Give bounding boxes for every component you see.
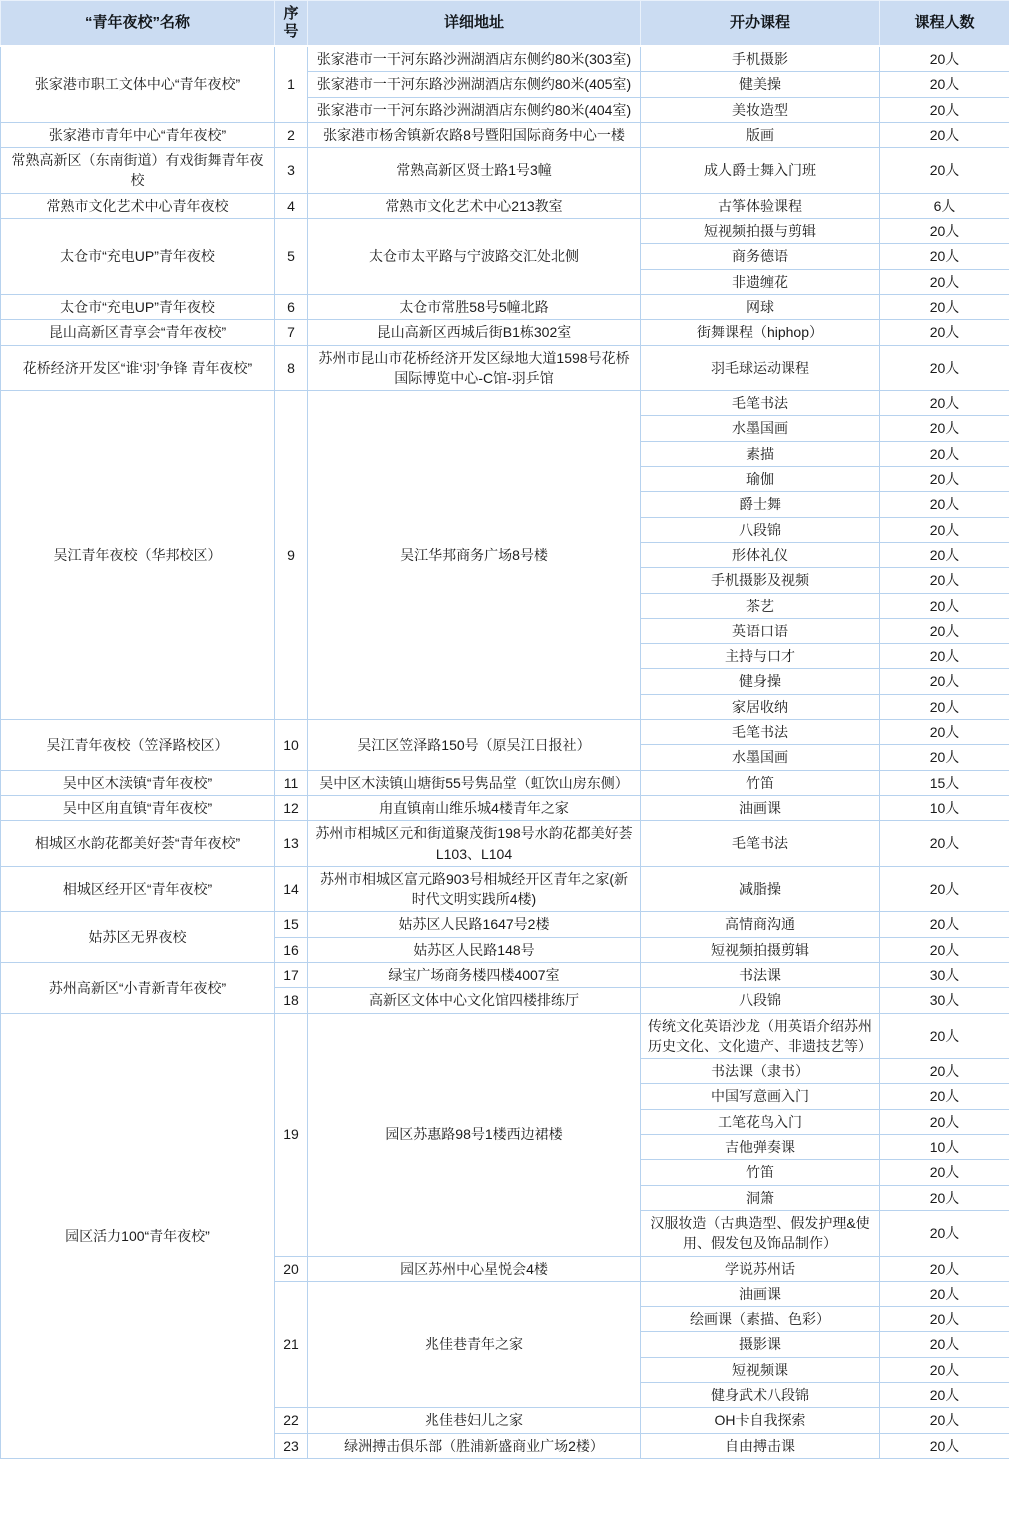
- school-name-cell: 吴江青年夜校（笠泽路校区）: [1, 720, 275, 771]
- capacity-cell: 20人: [880, 568, 1009, 593]
- table-body: [1, 46, 1009, 1458]
- table-row: [1, 219, 1009, 244]
- course-cell: 手机摄影及视频: [641, 568, 880, 593]
- table-row: [1, 866, 1009, 912]
- capacity-cell: 20人: [880, 1383, 1009, 1408]
- capacity-cell: 20人: [880, 1307, 1009, 1332]
- table-row: [1, 122, 1009, 147]
- seq-cell: 18: [275, 988, 308, 1013]
- table-row: [1, 962, 1009, 987]
- address-cell: 太仓市太平路与宁波路交汇处北侧: [308, 219, 641, 295]
- course-cell: 毛笔书法: [641, 391, 880, 416]
- capacity-cell: 20人: [880, 1408, 1009, 1433]
- address-cell: 绿洲搏击俱乐部（胜浦新盛商业广场2楼）: [308, 1433, 641, 1458]
- capacity-cell: 20人: [880, 1109, 1009, 1134]
- capacity-cell: 20人: [880, 542, 1009, 567]
- table-row: [1, 193, 1009, 218]
- capacity-cell: 20人: [880, 1332, 1009, 1357]
- course-cell: 版画: [641, 122, 880, 147]
- course-cell: 瑜伽: [641, 467, 880, 492]
- course-cell: 自由搏击课: [641, 1433, 880, 1458]
- capacity-cell: 30人: [880, 988, 1009, 1013]
- capacity-cell: 20人: [880, 821, 1009, 867]
- table-row: [1, 912, 1009, 937]
- course-cell: 汉服妆造（古典造型、假发护理&使用、假发包及饰品制作）: [641, 1210, 880, 1256]
- school-name-cell: 常熟市文化艺术中心青年夜校: [1, 193, 275, 218]
- school-name-cell: 昆山高新区青享会“青年夜校”: [1, 320, 275, 345]
- capacity-cell: 20人: [880, 1210, 1009, 1256]
- course-cell: 水墨国画: [641, 416, 880, 441]
- course-cell: 传统文化英语沙龙（用英语介绍苏州历史文化、文化遗产、非遗技艺等）: [641, 1013, 880, 1059]
- seq-cell: 10: [275, 720, 308, 771]
- course-cell: 短视频拍摄与剪辑: [641, 219, 880, 244]
- seq-cell: 11: [275, 770, 308, 795]
- seq-cell: 21: [275, 1281, 308, 1407]
- seq-cell: 23: [275, 1433, 308, 1458]
- course-cell: 学说苏州话: [641, 1256, 880, 1281]
- course-cell: 短视频课: [641, 1357, 880, 1382]
- course-cell: 网球: [641, 294, 880, 319]
- header-course: 开办课程: [641, 1, 880, 47]
- seq-cell: 6: [275, 294, 308, 319]
- table-row: [1, 821, 1009, 867]
- address-cell: 高新区文体中心文化馆四楼排练厅: [308, 988, 641, 1013]
- address-cell: 兆佳巷妇儿之家: [308, 1408, 641, 1433]
- seq-cell: 13: [275, 821, 308, 867]
- capacity-cell: 20人: [880, 72, 1009, 97]
- course-cell: 竹笛: [641, 770, 880, 795]
- course-cell: 美妆造型: [641, 97, 880, 122]
- table-row: [1, 345, 1009, 391]
- course-cell: OH卡自我探索: [641, 1408, 880, 1433]
- school-name-cell: 吴江青年夜校（华邦校区）: [1, 391, 275, 720]
- address-cell: 苏州市相城区元和街道聚茂街198号水韵花都美好荟L103、L104: [308, 821, 641, 867]
- seq-cell: 12: [275, 795, 308, 820]
- capacity-cell: 20人: [880, 492, 1009, 517]
- school-name-cell: 常熟高新区（东南街道）有戏街舞青年夜校: [1, 148, 275, 194]
- course-cell: 手机摄影: [641, 46, 880, 72]
- seq-cell: 19: [275, 1013, 308, 1256]
- capacity-cell: 20人: [880, 618, 1009, 643]
- capacity-cell: 20人: [880, 97, 1009, 122]
- course-cell: 工笔花鸟入门: [641, 1109, 880, 1134]
- seq-cell: 22: [275, 1408, 308, 1433]
- table-row: [1, 320, 1009, 345]
- course-cell: 毛笔书法: [641, 821, 880, 867]
- course-cell: 书法课: [641, 962, 880, 987]
- school-name-cell: 园区活力100“青年夜校”: [1, 1013, 275, 1458]
- table-row: [1, 795, 1009, 820]
- capacity-cell: 20人: [880, 866, 1009, 912]
- table-row: [1, 46, 1009, 72]
- capacity-cell: 20人: [880, 219, 1009, 244]
- school-name-cell: 姑苏区无界夜校: [1, 912, 275, 963]
- address-cell: 园区苏州中心星悦会4楼: [308, 1256, 641, 1281]
- capacity-cell: 20人: [880, 1059, 1009, 1084]
- capacity-cell: 10人: [880, 795, 1009, 820]
- course-cell: 油画课: [641, 1281, 880, 1306]
- address-cell: 张家港市一干河东路沙洲湖酒店东侧约80米(405室): [308, 72, 641, 97]
- capacity-cell: 20人: [880, 1160, 1009, 1185]
- capacity-cell: 20人: [880, 1256, 1009, 1281]
- capacity-cell: 20人: [880, 1357, 1009, 1382]
- table-row: [1, 770, 1009, 795]
- course-cell: 成人爵士舞入门班: [641, 148, 880, 194]
- school-name-cell: 相城区水韵花都美好荟“青年夜校”: [1, 821, 275, 867]
- table-row: [1, 148, 1009, 194]
- seq-cell: 14: [275, 866, 308, 912]
- capacity-cell: 20人: [880, 269, 1009, 294]
- course-cell: 健身操: [641, 669, 880, 694]
- school-name-cell: 吴中区木渎镇“青年夜校”: [1, 770, 275, 795]
- capacity-cell: 20人: [880, 391, 1009, 416]
- course-cell: 竹笛: [641, 1160, 880, 1185]
- course-cell: 短视频拍摄剪辑: [641, 937, 880, 962]
- capacity-cell: 20人: [880, 467, 1009, 492]
- course-cell: 中国写意画入门: [641, 1084, 880, 1109]
- course-cell: 八段锦: [641, 988, 880, 1013]
- course-cell: 减脂操: [641, 866, 880, 912]
- course-cell: 高情商沟通: [641, 912, 880, 937]
- course-cell: 爵士舞: [641, 492, 880, 517]
- seq-cell: 17: [275, 962, 308, 987]
- capacity-cell: 20人: [880, 320, 1009, 345]
- course-cell: 羽毛球运动课程: [641, 345, 880, 391]
- course-cell: 吉他弹奏课: [641, 1135, 880, 1160]
- seq-cell: 5: [275, 219, 308, 295]
- course-cell: 油画课: [641, 795, 880, 820]
- capacity-cell: 20人: [880, 593, 1009, 618]
- school-name-cell: 相城区经开区“青年夜校”: [1, 866, 275, 912]
- capacity-cell: 20人: [880, 669, 1009, 694]
- course-cell: 家居收纳: [641, 694, 880, 719]
- seq-cell: 16: [275, 937, 308, 962]
- seq-cell: 8: [275, 345, 308, 391]
- capacity-cell: 20人: [880, 1433, 1009, 1458]
- address-cell: 吴江区笠泽路150号（原吴江日报社）: [308, 720, 641, 771]
- course-cell: 八段锦: [641, 517, 880, 542]
- header-seq: 序号: [275, 1, 308, 47]
- course-cell: 英语口语: [641, 618, 880, 643]
- address-cell: 张家港市杨舍镇新农路8号暨阳国际商务中心一楼: [308, 122, 641, 147]
- table-row: [1, 294, 1009, 319]
- school-name-cell: 花桥经济开发区“谁‘羽’争锋 青年夜校”: [1, 345, 275, 391]
- address-cell: 姑苏区人民路1647号2楼: [308, 912, 641, 937]
- course-cell: 绘画课（素描、色彩）: [641, 1307, 880, 1332]
- capacity-cell: 20人: [880, 644, 1009, 669]
- capacity-cell: 20人: [880, 745, 1009, 770]
- course-cell: 街舞课程（hiphop）: [641, 320, 880, 345]
- seq-cell: 9: [275, 391, 308, 720]
- seq-cell: 3: [275, 148, 308, 194]
- school-name-cell: 太仓市“充电UP”青年夜校: [1, 294, 275, 319]
- address-cell: 常熟市文化艺术中心213教室: [308, 193, 641, 218]
- capacity-cell: 20人: [880, 1281, 1009, 1306]
- seq-cell: 1: [275, 46, 308, 122]
- course-cell: 商务德语: [641, 244, 880, 269]
- school-name-cell: 太仓市“充电UP”青年夜校: [1, 219, 275, 295]
- capacity-cell: 20人: [880, 46, 1009, 72]
- address-cell: 张家港市一干河东路沙洲湖酒店东侧约80米(303室): [308, 46, 641, 72]
- address-cell: 苏州市昆山市花桥经济开发区绿地大道1598号花桥国际博览中心-C馆-羽乒馆: [308, 345, 641, 391]
- capacity-cell: 20人: [880, 1013, 1009, 1059]
- seq-cell: 7: [275, 320, 308, 345]
- capacity-cell: 20人: [880, 122, 1009, 147]
- capacity-cell: 20人: [880, 294, 1009, 319]
- school-name-cell: 张家港市青年中心“青年夜校”: [1, 122, 275, 147]
- table-row: [1, 720, 1009, 745]
- capacity-cell: 20人: [880, 441, 1009, 466]
- course-cell: 非遗缠花: [641, 269, 880, 294]
- capacity-cell: 20人: [880, 937, 1009, 962]
- address-cell: 太仓市常胜58号5幢北路: [308, 294, 641, 319]
- course-cell: 古筝体验课程: [641, 193, 880, 218]
- table-row: [1, 1013, 1009, 1059]
- capacity-cell: 10人: [880, 1135, 1009, 1160]
- address-cell: 姑苏区人民路148号: [308, 937, 641, 962]
- seq-cell: 20: [275, 1256, 308, 1281]
- capacity-cell: 20人: [880, 244, 1009, 269]
- course-cell: 摄影课: [641, 1332, 880, 1357]
- seq-cell: 2: [275, 122, 308, 147]
- capacity-cell: 20人: [880, 148, 1009, 194]
- capacity-cell: 20人: [880, 1185, 1009, 1210]
- header-row: [1, 1, 1009, 47]
- course-cell: 素描: [641, 441, 880, 466]
- course-cell: 主持与口才: [641, 644, 880, 669]
- header-address: 详细地址: [308, 1, 641, 47]
- address-cell: 张家港市一干河东路沙洲湖酒店东侧约80米(404室): [308, 97, 641, 122]
- course-cell: 毛笔书法: [641, 720, 880, 745]
- capacity-cell: 20人: [880, 1084, 1009, 1109]
- course-cell: 茶艺: [641, 593, 880, 618]
- course-cell: 健身武术八段锦: [641, 1383, 880, 1408]
- capacity-cell: 20人: [880, 345, 1009, 391]
- seq-cell: 4: [275, 193, 308, 218]
- capacity-cell: 20人: [880, 517, 1009, 542]
- school-name-cell: 苏州高新区“小青新青年夜校”: [1, 962, 275, 1013]
- header-school-name: “青年夜校”名称: [1, 1, 275, 47]
- address-cell: 园区苏惠路98号1楼西边裙楼: [308, 1013, 641, 1256]
- course-cell: 健美操: [641, 72, 880, 97]
- seq-cell: 15: [275, 912, 308, 937]
- capacity-cell: 20人: [880, 416, 1009, 441]
- address-cell: 兆佳巷青年之家: [308, 1281, 641, 1407]
- capacity-cell: 20人: [880, 694, 1009, 719]
- school-name-cell: 张家港市职工文体中心“青年夜校”: [1, 46, 275, 122]
- header-capacity: 课程人数: [880, 1, 1009, 47]
- capacity-cell: 30人: [880, 962, 1009, 987]
- address-cell: 吴江华邦商务广场8号楼: [308, 391, 641, 720]
- capacity-cell: 20人: [880, 912, 1009, 937]
- course-cell: 形体礼仪: [641, 542, 880, 567]
- address-cell: 绿宝广场商务楼四楼4007室: [308, 962, 641, 987]
- address-cell: 常熟高新区贤士路1号3幢: [308, 148, 641, 194]
- course-cell: 洞箫: [641, 1185, 880, 1210]
- course-cell: 书法课（隶书）: [641, 1059, 880, 1084]
- table-row: [1, 391, 1009, 416]
- course-cell: 水墨国画: [641, 745, 880, 770]
- address-cell: 苏州市相城区富元路903号相城经开区青年之家(新时代文明实践所4楼): [308, 866, 641, 912]
- capacity-cell: 20人: [880, 720, 1009, 745]
- capacity-cell: 6人: [880, 193, 1009, 218]
- address-cell: 甪直镇南山维乐城4楼青年之家: [308, 795, 641, 820]
- address-cell: 昆山高新区西城后街B1栋302室: [308, 320, 641, 345]
- school-name-cell: 吴中区甪直镇“青年夜校”: [1, 795, 275, 820]
- table-header: [1, 1, 1009, 47]
- capacity-cell: 15人: [880, 770, 1009, 795]
- address-cell: 吴中区木渎镇山塘街55号隽品堂（虹饮山房东侧）: [308, 770, 641, 795]
